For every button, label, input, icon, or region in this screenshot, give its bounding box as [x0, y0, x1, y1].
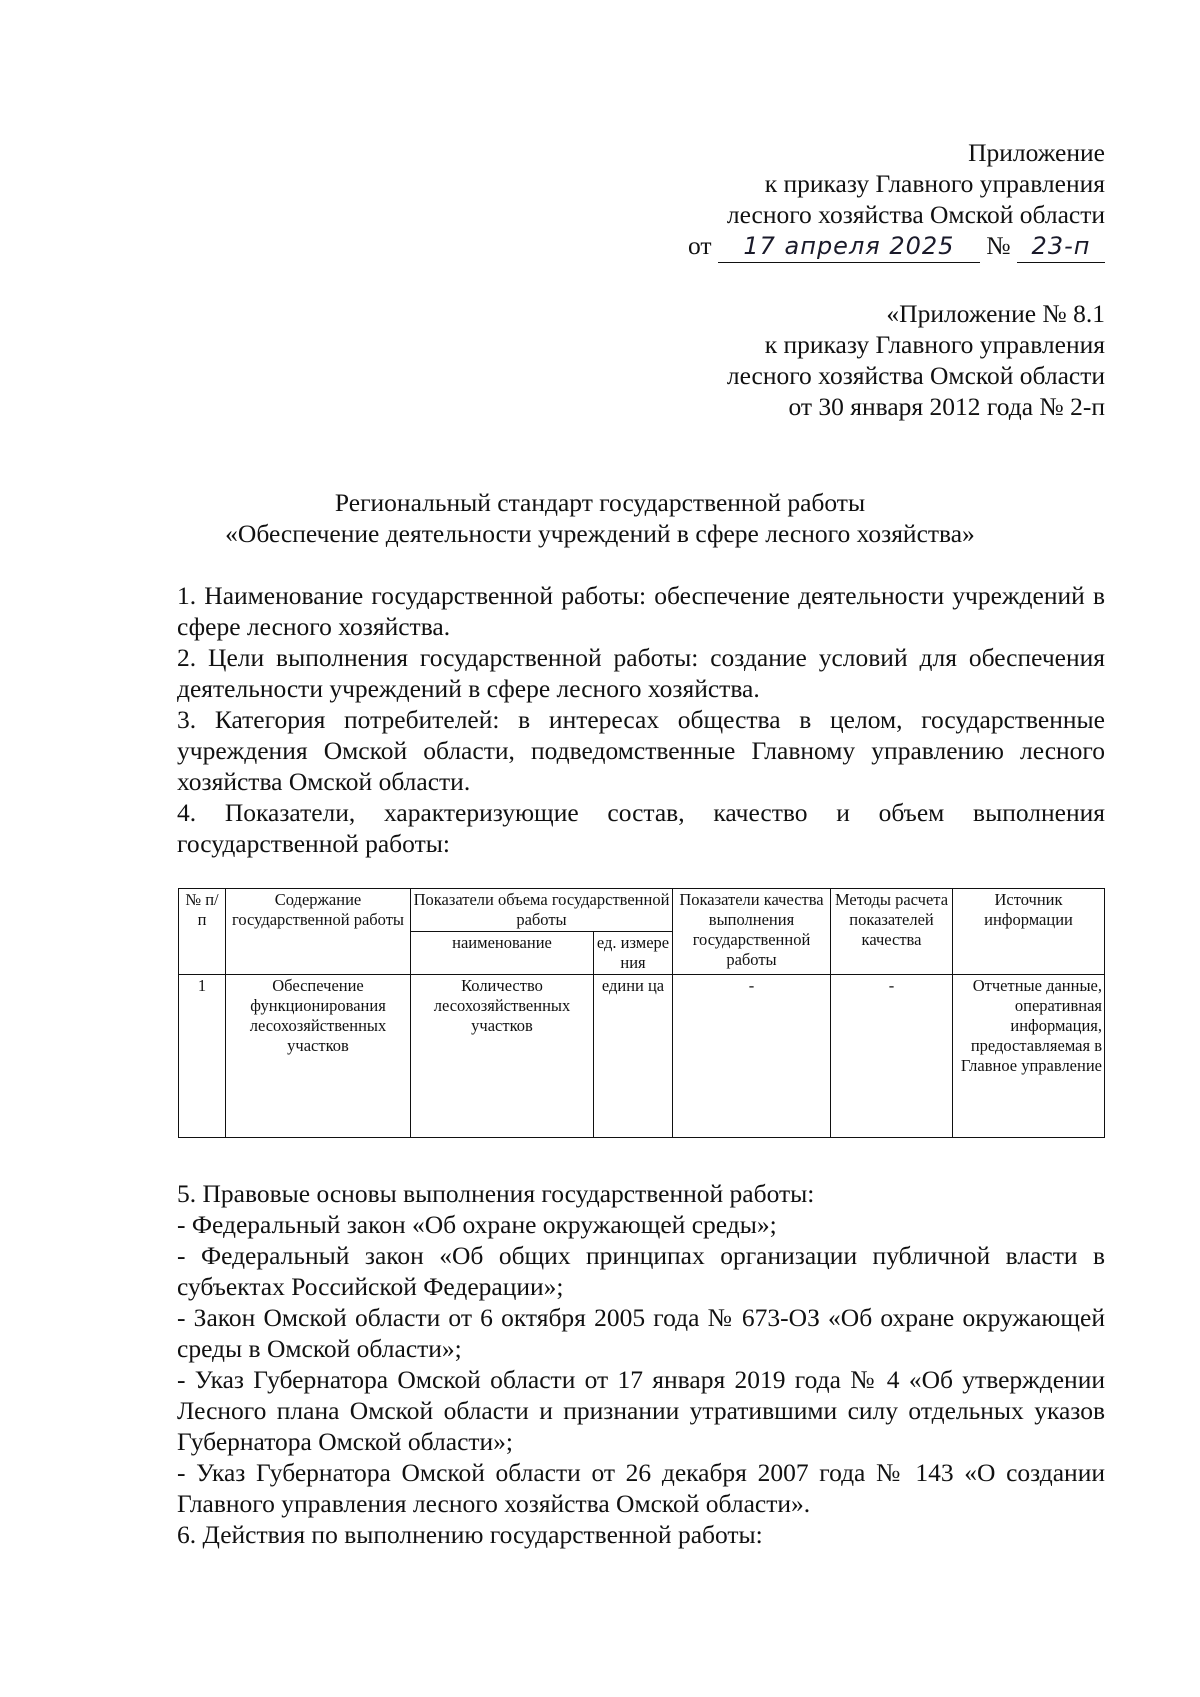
table-header-row	[179, 889, 1105, 932]
date-prefix: от	[687, 231, 712, 260]
legal-basis-section	[177, 1178, 1105, 1550]
legal-item: - Указ Губернатора Омской области от 26 декабря 2007 года № 143 «О создании Главного управления лесного хозяйства Омской области».	[177, 1458, 1105, 1518]
original-order-ref: к приказу Главного управления	[764, 330, 1105, 359]
legal-heading: 5. Правовые основы выполнения государственной работы:	[177, 1179, 815, 1208]
paragraph-name: 1. Наименование государственной работы: обеспечение деятельности учреждений в сфере лесного хозяйства.	[177, 581, 1105, 641]
appendix-authority: лесного хозяйства Омской области	[726, 200, 1105, 229]
legal-item: - Федеральный закон «Об общих принципах организации публичной власти в субъектах Российской Федерации»;	[177, 1241, 1105, 1301]
header-quality: Показатели качества выполнения государственной работы	[673, 889, 831, 975]
handwritten-date: 17 апреля 2025	[718, 231, 980, 263]
cell-volume-name: Количество лесохозяйственных участков	[411, 975, 594, 1138]
header-methods: Методы расчета показателей качества	[831, 889, 953, 975]
cell-num: 1	[179, 975, 226, 1138]
title-line-2: «Обеспечение деятельности учреждений в сфере лесного хозяйства»	[225, 519, 975, 548]
original-order-date: от 30 января 2012 года № 2-п	[788, 392, 1105, 421]
paragraph-consumers: 3. Категория потребителей: в интересах общества в целом, государственные учреждения Омской области, подведомственные Главному управлению лесного хозяйства Омской области.	[177, 705, 1105, 796]
paragraph-goals: 2. Цели выполнения государственной работы: создание условий для обеспечения деятельности учреждений в сфере лесного хозяйства.	[177, 643, 1105, 703]
appendix-order-ref: к приказу Главного управления	[764, 169, 1105, 198]
standard-sections	[177, 580, 1105, 859]
appendix-title: Приложение	[968, 138, 1105, 167]
header-volume-name: наименование	[411, 932, 594, 975]
appendix-header	[688, 137, 1105, 263]
number-prefix: №	[986, 231, 1011, 260]
paragraph-indicators: 4. Показатели, характеризующие состав, качество и объем выполнения государственной работы:	[177, 798, 1105, 858]
legal-item: - Закон Омской области от 6 октября 2005 года № 673-ОЗ «Об охране окружающей среды в Омской области»;	[177, 1303, 1105, 1363]
header-volume-unit: ед. измере ния	[594, 932, 673, 975]
cell-volume-unit: едини ца	[594, 975, 673, 1138]
actions-heading: 6. Действия по выполнению государственной работы:	[177, 1520, 763, 1549]
table-row	[179, 975, 1105, 1138]
original-appendix-title: «Приложение № 8.1	[886, 299, 1105, 328]
cell-quality: -	[673, 975, 831, 1138]
legal-item: - Указ Губернатора Омской области от 17 января 2019 года № 4 «Об утверждении Лесного плана Омской области и признании утратившими силу отдельных указов Губернатора Омской области»;	[177, 1365, 1105, 1456]
cell-source: Отчетные данные, оперативная информация, предоставляемая в Главное управление	[953, 975, 1105, 1138]
handwritten-number: 23-п	[1017, 231, 1105, 263]
appendix-date-line	[688, 230, 1105, 263]
header-content: Содержание государственной работы	[226, 889, 411, 975]
cell-methods: -	[831, 975, 953, 1138]
header-source: Источник информации	[953, 889, 1105, 975]
title-line-1: Региональный стандарт государственной работы	[334, 488, 866, 517]
cell-content: Обеспечение функционирования лесохозяйственных участков	[226, 975, 411, 1138]
document-title	[0, 487, 1200, 549]
original-authority: лесного хозяйства Омской области	[726, 361, 1105, 390]
original-appendix-header	[727, 298, 1105, 422]
header-volume: Показатели объема государственной работы	[411, 889, 673, 932]
header-num: № п/п	[179, 889, 226, 975]
indicators-table	[178, 888, 1105, 1138]
legal-item: - Федеральный закон «Об охране окружающей среды»;	[177, 1210, 777, 1239]
